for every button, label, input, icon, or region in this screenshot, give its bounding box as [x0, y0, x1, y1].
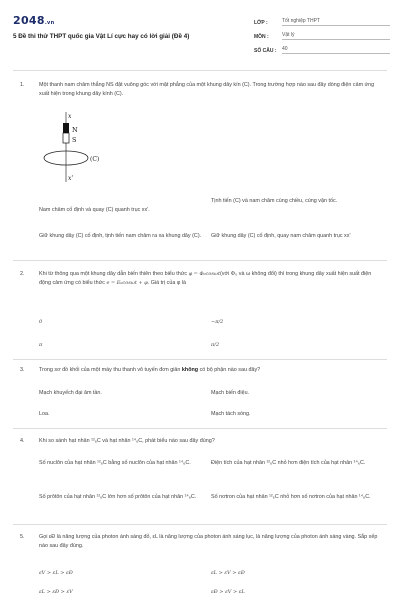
question-divider: [13, 260, 387, 261]
coil-label: (C): [90, 156, 100, 163]
exam-meta: [254, 14, 390, 56]
meta-row-grade: [254, 14, 390, 26]
logo-suffix: .vn: [44, 20, 55, 26]
q4-option-d[interactable]: Số nơtron của hạt nhân ¹²₆C nhỏ hơn số nơtron của hạt nhân ¹⁴₆C.: [211, 494, 371, 500]
q2-option-c[interactable]: π: [39, 342, 43, 348]
meta-value-count: 40: [282, 46, 390, 54]
q4-option-a[interactable]: Số nuclôn của hạt nhân ¹²₆C bằng số nuclôn của hạt nhân ¹⁴₆C.: [39, 460, 191, 466]
axis-label-x: x: [68, 113, 72, 120]
question-text-part: . Giá trị của φ là: [147, 280, 187, 286]
meta-label-count: SỐ CÂU :: [254, 48, 277, 54]
pole-north-label: N: [72, 126, 78, 134]
question-text: [39, 366, 381, 375]
q5-option-b[interactable]: εL > εV > εĐ: [211, 570, 245, 576]
q3-option-b[interactable]: Mạch biến điệu.: [211, 390, 250, 396]
magnet-coil-figure: [30, 110, 110, 186]
question-number: 4.: [20, 438, 25, 444]
question-text: Một thanh nam châm thẳng NS đặt vuông góc với mặt phẳng của một khung dây kín (C). Trong trường hợp nào sau đây dòng điện cảm ứng xuất hiện trong khung dây kính (C).: [39, 82, 375, 97]
document-title: 5 Đề thi thử THPT quốc gia Vật Lí cực hay có lời giải (Đề 4): [13, 33, 190, 40]
meta-label-subject: MÔN :: [254, 34, 269, 40]
q1-option-a[interactable]: Nam châm cố định và quay (C) quanh trục xx'.: [39, 207, 150, 213]
site-logo[interactable]: [13, 14, 54, 27]
q4-option-c[interactable]: Số prôtôn của hạt nhân ¹²₆C lớn hơn số prôtôn của hạt nhân ¹⁴₆C.: [39, 494, 197, 500]
emf-formula: e = E₀cosωt + φ: [106, 280, 148, 286]
q5-option-c[interactable]: εL > εĐ > εV: [39, 589, 73, 595]
question-divider: [13, 359, 387, 360]
q4-option-b[interactable]: Điện tích của hạt nhân ¹²₆C nhỏ hơn điện tích của hạt nhân ¹⁴₆C.: [211, 460, 366, 466]
q2-option-a[interactable]: 0: [39, 319, 43, 325]
q5-option-d[interactable]: εĐ > εV > εL: [211, 589, 245, 595]
question-text: Gọi εĐ là năng lượng của photon ánh sáng đỏ, εL là năng lượng của photon ánh sáng lục, là năng lượng của photon ánh sáng vàng. Sắp xếp nào sau đây đúng.: [39, 534, 378, 549]
question-number: 1.: [20, 82, 25, 88]
question-text-part: có bộ phận nào sau đây?: [198, 367, 261, 373]
flux-formula: φ = Φ₀cosωt: [188, 271, 221, 277]
question-text: Khi so sánh hạt nhân ¹²₆C và hạt nhân ¹⁴₆C, phát biểu nào sau đây đúng?: [39, 438, 215, 444]
question-divider: [13, 524, 387, 525]
q1-option-d[interactable]: Giữ khung dây (C) cố định, quay nam châm quanh trục xx': [211, 233, 351, 239]
logo-main: 2048: [13, 14, 45, 27]
question-text-part: Trong sơ đồ khối của một máy thu thanh vô tuyến đơn giản: [39, 367, 182, 373]
q2-option-d[interactable]: π/2: [211, 342, 220, 348]
q2-option-b[interactable]: −π/2: [211, 319, 224, 325]
emphasis-not: không: [181, 367, 199, 373]
meta-row-count: [254, 42, 390, 54]
meta-row-subject: [254, 28, 390, 40]
q3-option-c[interactable]: Loa.: [39, 411, 50, 417]
question-number: 2.: [20, 271, 25, 277]
meta-value-subject: Vật lý: [282, 32, 390, 40]
question-text-part: Khi từ thông qua một khung dây dẫn biến thiên theo biểu thức: [39, 271, 189, 277]
q1-option-b[interactable]: Tịnh tiến (C) và nam châm cùng chiều, cùng vận tốc.: [211, 198, 338, 204]
header-divider: [13, 70, 387, 71]
pole-south-label: S: [72, 136, 77, 144]
axis-label-x-prime: x': [68, 175, 74, 182]
meta-value-grade: Tốt nghiệp THPT: [282, 18, 390, 26]
q1-option-c[interactable]: Giữ khung dây (C) cố định, tịnh tiến nam châm ra xa khung dây (C).: [39, 233, 202, 239]
question-divider: [13, 428, 387, 429]
question-text-part: (với Φ₀ và ω không đổi) thì trong khung dây xuất hiện suất điện động cảm ứng có biểu thức: [39, 271, 372, 286]
question-number: 5.: [20, 534, 25, 540]
question-number: 3.: [20, 367, 25, 373]
q5-option-a[interactable]: εV > εL > εĐ: [39, 570, 73, 576]
q3-option-a[interactable]: Mạch khuyếch đại âm tần.: [39, 390, 102, 396]
q3-option-d[interactable]: Mạch tách sóng.: [211, 411, 251, 417]
meta-label-grade: LỚP :: [254, 20, 268, 26]
question-text: [39, 270, 381, 288]
